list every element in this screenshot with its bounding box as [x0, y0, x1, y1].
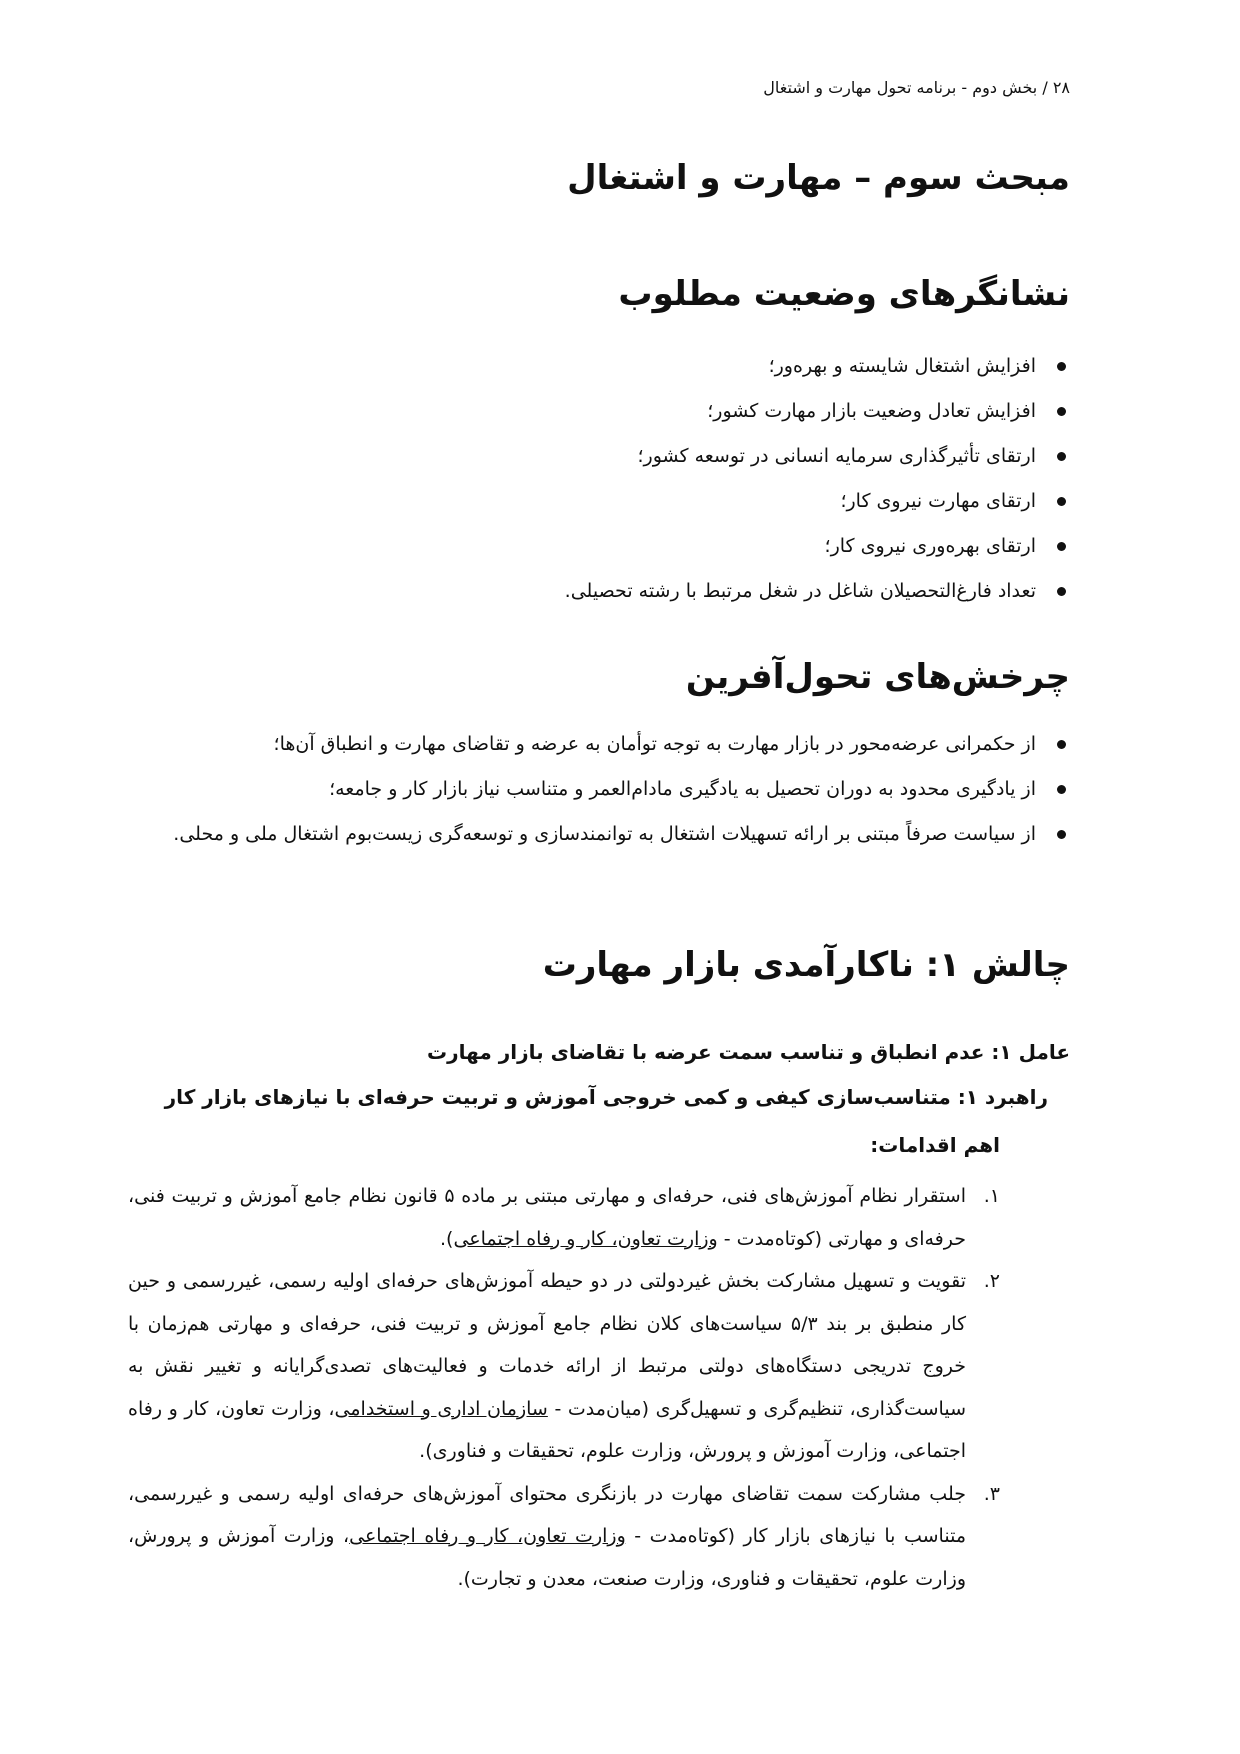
list-item: ارتقای بهره‌وری نیروی کار؛: [128, 524, 1036, 569]
challenge-heading: چالش ۱: ناکارآمدی بازار مهارت: [542, 945, 1070, 985]
responsible-body: سازمان اداری و استخدامی: [334, 1397, 548, 1420]
list-item: از یادگیری محدود به دوران تحصیل به یادگیری مادام‌العمر و متناسب نیاز بازار کار و جامعه؛: [128, 767, 1036, 812]
section-title: مبحث سوم – مهارت و اشتغال: [567, 158, 1070, 198]
item-number: ۲.: [983, 1270, 1000, 1292]
list-item: از سیاست صرفاً مبتنی بر ارائه تسهیلات اشتغال به توانمندسازی و توسعه‌گری زیست‌بوم اشتغال ملی و محلی.: [128, 812, 1036, 857]
item-number: ۱.: [983, 1185, 1000, 1207]
action-text-end: ، وزارت آموزش و پرورش، وزارت علوم، تحقیقات و فناوری، وزارت صنعت، معدن و تجارت).: [128, 1525, 966, 1590]
action-item: [128, 1175, 1000, 1260]
shifts-heading: چرخش‌های تحول‌آفرین: [685, 657, 1070, 697]
action-text-end: ، وزارت تعاون، کار و رفاه اجتماعی، وزارت آموزش و پرورش، وزارت علوم، تحقیقات و فناوری).: [128, 1397, 966, 1462]
indicators-list: [128, 344, 1070, 614]
indicators-heading: نشانگرهای وضعیت مطلوب: [618, 274, 1070, 314]
shifts-list: [128, 722, 1070, 857]
responsible-body: وزارت تعاون، کار و رفاه اجتماعی: [453, 1227, 718, 1250]
action-item: [128, 1473, 1000, 1601]
factor-heading: عامل ۱: عدم انطباق و تناسب سمت عرضه با تقاضای بازار مهارت: [427, 1040, 1070, 1064]
action-text-end: ).: [440, 1227, 454, 1250]
actions-label: اهم اقدامات:: [870, 1133, 1000, 1157]
action-text: استقرار نظام آموزش‌های فنی، حرفه‌ای و مهارتی مبتنی بر ماده ۵ قانون نظام جامع آموزش و تربیت فنی، حرفه‌ای و مهارتی (کوتاه‌مدت -: [128, 1185, 967, 1250]
action-text: تقویت و تسهیل مشارکت بخش غیردولتی در دو حیطه آموزش‌های حرفه‌ای اولیه رسمی، غیررسمی و حین کار منطبق بر بند ۵/۳ سیاست‌های کلان نظام جامع آموزش و تربیت فنی، حرفه‌ای و مهارتی هم‌زمان با خروج تدریجی دستگاه‌های دولتی مرتبط از ارائه خدمات و فعالیت‌های تصدی‌گرایانه و تغییر نقش به سیاست‌گذاری، تنظیم‌گری و تسهیل‌گری (میان‌مدت -: [128, 1270, 966, 1420]
list-item: ارتقای تأثیرگذاری سرمایه انسانی در توسعه کشور؛: [128, 434, 1036, 479]
list-item: افزایش اشتغال شایسته و بهره‌ور؛: [128, 344, 1036, 389]
actions-list: [128, 1175, 1000, 1600]
list-item: تعداد فارغ‌التحصیلان شاغل در شغل مرتبط با رشته تحصیلی.: [128, 569, 1036, 614]
running-head: ۲۸ / بخش دوم - برنامه تحول مهارت و اشتغال: [763, 78, 1070, 97]
list-item: ارتقای مهارت نیروی کار؛: [128, 479, 1036, 524]
list-item: از حکمرانی عرضه‌محور در بازار مهارت به توجه توأمان به عرضه و تقاضای مهارت و انطباق آن‌ها؛: [128, 722, 1036, 767]
action-text: جلب مشارکت سمت تقاضای مهارت در بازنگری محتوای آموزش‌های حرفه‌ای اولیه رسمی و غیررسمی، متناسب با نیازهای بازار کار (کوتاه‌مدت -: [128, 1482, 966, 1547]
item-number: ۳.: [983, 1482, 1000, 1505]
list-item: افزایش تعادل وضعیت بازار مهارت کشور؛: [128, 389, 1036, 434]
responsible-body: وزارت تعاون، کار و رفاه اجتماعی: [349, 1525, 626, 1547]
strategy-heading: راهبرد ۱: متناسب‌سازی کیفی و کمی خروجی آموزش و تربیت حرفه‌ای با نیازهای بازار کار: [164, 1085, 1048, 1109]
action-item: [128, 1260, 1000, 1473]
